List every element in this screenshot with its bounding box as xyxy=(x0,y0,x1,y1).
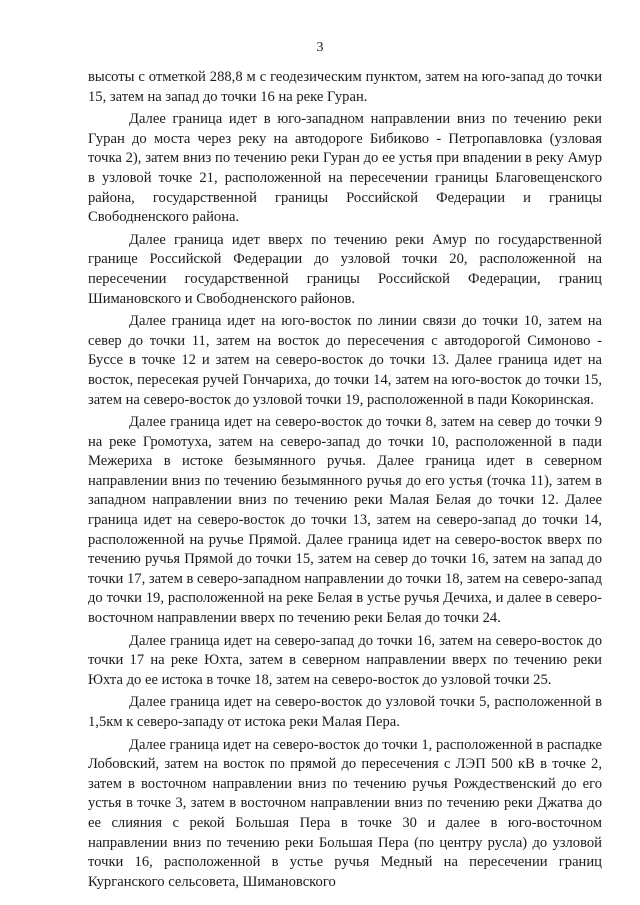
document-body xyxy=(88,68,602,895)
paragraph: Далее граница идет на северо-восток до узловой точки 5, расположенной в 1,5км к северо-западу от истока реки Малая Пера. xyxy=(88,694,602,730)
paragraph: Далее граница идет в юго-западном направлении вниз по течению реки Гуран до моста через реку на автодороге Бибиково - Петропавловка (узловая точка 2), затем вниз по течению реки Гуран до ее устья при впадении в реку Амур в узловой точке 21, расположенной на пересечении границы Благовещенского района, государственной границы Российской Федерации и границы Свободненского района. xyxy=(88,111,602,226)
paragraph: Далее граница идет вверх по течению реки Амур по государственной границе Российской Федерации до узловой точки 20, расположенной на пересечении государственной границы Российской Федерации, границ Шимановского и Свободненского районов. xyxy=(88,231,602,307)
paragraph-continuation: высоты с отметкой 288,8 м с геодезическим пунктом, затем на юго-запад до точки 15, затем на запад до точки 16 на реке Гуран. xyxy=(88,69,602,105)
paragraph: Далее граница идет на юго-восток по линии связи до точки 10, затем на север до точки 11, затем на восток до пересечения с автодорогой Симоново - Буссе в точке 12 и затем на северо-восток до точки 13. Далее граница идет на восток, пересекая ручей Гончариха, до точки 14, затем на юго-восток до точки 15, затем на северо-восток до узловой точки 19, расположенной в пади Кокоринская. xyxy=(88,313,602,408)
page-number: 3 xyxy=(316,40,324,55)
paragraph: Далее граница идет на северо-восток до точки 1, расположенной в распадке Лобовский, затем на восток по прямой до пересечения с ЛЭП 500 кВ в точке 2, затем в восточном направлении вниз по течению ручья Рождественский до его устья в точке 3, затем в восточном направлении вниз по течению реки Джатва до ее слияния с рекой Большая Пера в точке 30 и далее в юго-восточном направлении вниз по течению реки Большая Пера (по центру русла) до узловой точки 16, расположенной в устье ручья Медный на пересечении границ Курганского сельсовета, Шимановского xyxy=(88,736,602,890)
paragraph: Далее граница идет на северо-восток до точки 8, затем на север до точки 9 на реке Громотуха, затем на северо-запад до точки 10, расположенной в пади Межериха в истоке безымянного ручья. Далее граница идет в северном направлении вниз по течению безымянного ручья до его устья (точка 11), затем в западном направлении вниз по течению реки Малая Белая до точки 12. Далее граница идет на северо-восток до точки 13, затем на северо-запад до точки 14, расположенной на ручье Прямой. Далее граница идет на северо-восток вверх по течению ручья Прямой до точки 15, затем на север до точки 16, затем на запад до точки 17, затем в северо-западном направлении до точки 18, затем на северо-запад до точки 19, расположенной на реке Белая в устье ручья Дечиха, и далее в северо-восточном направлении вверх по течению реки Белая до точки 24. xyxy=(88,414,603,627)
paragraph: Далее граница идет на северо-запад до точки 16, затем на северо-восток до точки 17 на реке Юхта, затем в северном направлении вверх по течению реки Юхта до ее истока в точке 18, затем на северо-восток до узловой точки 25. xyxy=(88,632,602,688)
